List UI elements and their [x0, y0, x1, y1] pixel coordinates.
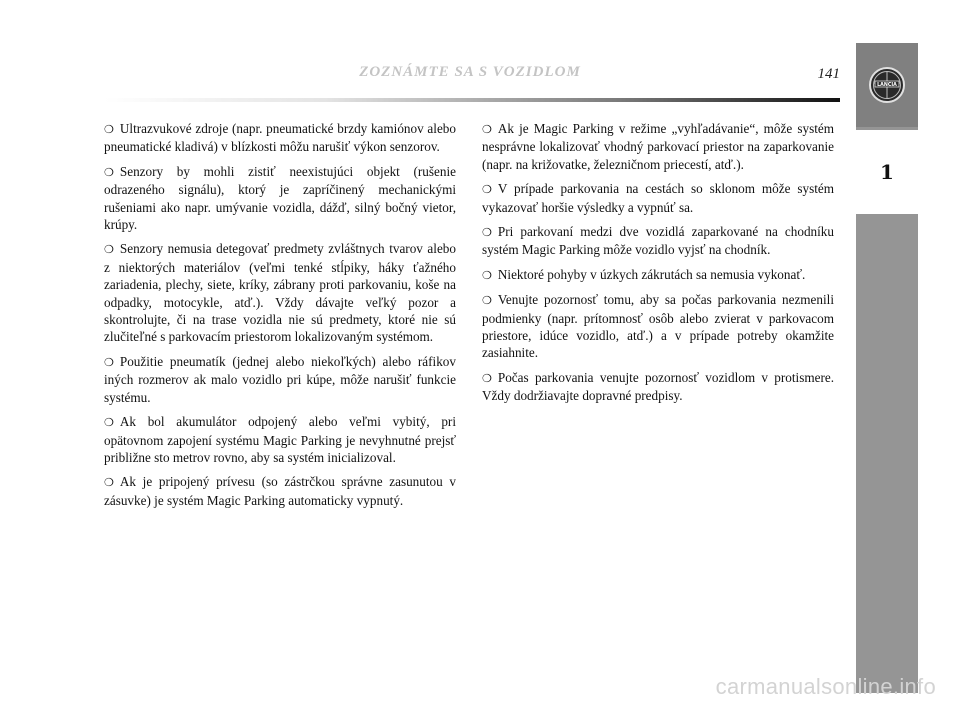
- list-item-text: Použitie pneumatík (jednej alebo niekoľkých) alebo ráfikov iných rozmerov ak malo vozidlo pri kúpe, môže narušiť funkcie systému.: [104, 353, 456, 405]
- list-item: [482, 120, 834, 173]
- list-item-text: Ak bol akumulátor odpojený alebo veľmi vybitý, pri opätovnom zapojení systému Magic Parking je nevyhnutné prejsť približne sto metrov rovno, aby sa systém inicializoval.: [104, 414, 456, 465]
- logo-text: LANCIA: [877, 82, 897, 88]
- list-item: [104, 120, 456, 156]
- list-item-text: Ak je Magic Parking v režime „vyhľadávanie“, môže systém nesprávne lokalizovať vhodný parkovací priestor na zaparkovanie (napr. na križovatke, železničnom priecestí, atď.).: [482, 121, 834, 172]
- chapter-number: 1: [856, 130, 918, 214]
- list-item: [482, 223, 834, 259]
- page-number: 141: [817, 66, 840, 82]
- list-item-text: Ak je pripojený prívesu (so zástrčkou správne zasunutou v zásuvke) je systém Magic Parking automaticky vypnutý.: [104, 474, 456, 508]
- list-item-text: Ultrazvukové zdroje (napr. pneumatické brzdy kamiónov alebo pneumatické kladivá) v blízkosti môžu narušiť výkon senzorov.: [104, 121, 456, 155]
- logo-box: [856, 43, 918, 127]
- list-item: [104, 473, 456, 509]
- bullet-icon: ❍: [104, 123, 114, 136]
- header-rule: [104, 98, 840, 102]
- list-item-text: Niektoré pohyby v úzkych zákrutách sa nemusia vykonať.: [497, 266, 806, 282]
- bullet-icon: ❍: [482, 226, 492, 240]
- list-item-text: Venujte pozornosť tomu, aby sa počas parkovania nezmenili podmienky (napr. prítomnosť osôb alebo zvierat v parkovacom priestore, idúce vozidlo, atď.) a v prípade potreby okamžite zasiahnite.: [482, 292, 834, 361]
- list-item: [482, 291, 834, 362]
- list-item: [482, 180, 834, 216]
- sidebar: [856, 43, 918, 693]
- list-item-text: V prípade parkovania na cestách so sklonom môže systém vykazovať horšie výsledky a vypnúť sa.: [482, 181, 834, 215]
- list-item: [104, 353, 456, 406]
- list-item: [104, 240, 456, 345]
- list-item-text: Senzory by mohli zistiť neexistujúci objekt (rušenie odrazeného signálu), ktorý je zapríčinený mechanickými rušeniami ako napr. umývanie vozidla, dážď, silný bočný vietor, krúpy.: [104, 163, 456, 233]
- list-item-text: Senzory nemusia detegovať predmety zvláštnych tvarov alebo z niektorých materiálov (veľmi tenké stĺpiky, háky ťažného zariadenia, plechy, siete, kríky, zábrany proti parkovaniu, koše na odpadky, motocykle, atď.). Vždy dávajte veľký pozor a skontrolujte, či na trase vozidla nie sú predmety, ktoré nie sú zlučiteľné s parkovacím priestorom lokalizovaným systémom.: [104, 241, 456, 345]
- list-item-text: Počas parkovania venujte pozornosť vozidlom v protismere. Vždy dodržiavajte dopravné predpisy.: [482, 369, 834, 404]
- bullet-icon: ❍: [104, 355, 114, 369]
- header-title: ZOZNÁMTE SA S VOZIDLOM: [359, 64, 581, 80]
- watermark[interactable]: carmanualsonline.info: [715, 674, 936, 699]
- list-item: [104, 163, 456, 234]
- bullet-icon: ❍: [482, 268, 492, 282]
- bullet-icon: ❍: [482, 123, 492, 136]
- bullet-icon: ❍: [482, 294, 492, 308]
- bullet-icon: ❍: [104, 476, 114, 490]
- bullet-icon: ❍: [482, 371, 492, 385]
- list-item: [482, 266, 834, 284]
- bullet-icon: ❍: [104, 165, 114, 179]
- list-item: [482, 369, 834, 405]
- left-column: [104, 120, 456, 516]
- list-item-text: Pri parkovaní medzi dve vozidlá zaparkované na chodníku systém Magic Parking môže vozidlo vyjsť na chodník.: [482, 224, 834, 258]
- lancia-shield-icon: [868, 66, 906, 104]
- list-item: [104, 413, 456, 466]
- bullet-icon: ❍: [104, 243, 114, 257]
- bullet-icon: ❍: [482, 183, 492, 197]
- bullet-icon: ❍: [104, 416, 114, 430]
- right-column: [482, 120, 834, 412]
